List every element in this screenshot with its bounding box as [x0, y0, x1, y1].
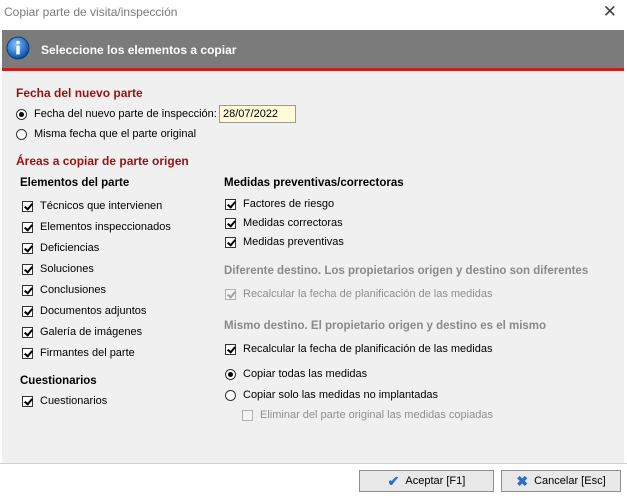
window-title: Copiar parte de visita/inspección: [4, 5, 178, 19]
check-elemento-7[interactable]: [22, 346, 135, 360]
checkbox[interactable]: [22, 222, 33, 233]
checkmark-icon: ✔: [387, 473, 400, 489]
medidas-title: Medidas preventivas/correctoras: [224, 177, 404, 189]
radio-copy-all[interactable]: [225, 367, 367, 381]
check-elemento-4[interactable]: [22, 283, 106, 297]
radio-copy-not-implemented[interactable]: [225, 388, 438, 402]
window-titlebar: [0, 0, 627, 24]
header-title: Seleccione los elementos a copiar: [41, 43, 237, 57]
cuestionarios-title: Cuestionarios: [20, 375, 97, 387]
checkbox[interactable]: [225, 218, 236, 229]
check-delete-copied: [242, 408, 493, 422]
new-date-input[interactable]: [219, 105, 296, 123]
accept-button[interactable]: [359, 470, 494, 492]
checkbox-label: Medidas preventivas: [243, 236, 344, 248]
radio-copy-all-label: Copiar todas las medidas: [243, 368, 368, 380]
checkbox[interactable]: [22, 285, 33, 296]
radio-same-date-button[interactable]: [16, 129, 27, 140]
cancel-button[interactable]: [501, 470, 621, 492]
check-mismo-recalc[interactable]: [225, 342, 492, 356]
mismo-title: Mismo destino. El propietario origen y destino es el mismo: [224, 320, 547, 332]
fecha-section-title: Fecha del nuevo parte: [16, 86, 143, 100]
checkbox-label: Eliminar del parte original las medidas copiadas: [260, 409, 493, 421]
checkbox[interactable]: [22, 243, 33, 254]
checkbox: [225, 289, 236, 300]
check-medida-2[interactable]: [225, 235, 344, 249]
checkbox-label: Elementos inspeccionados: [40, 221, 171, 233]
checkbox[interactable]: [22, 327, 33, 338]
checkbox-label: Factores de riesgo: [243, 198, 335, 210]
radio-new-date[interactable]: [16, 107, 217, 121]
checkbox-label: Técnicos que intervienen: [40, 200, 163, 212]
checkbox[interactable]: [225, 344, 236, 355]
check-diferente-recalc: [225, 287, 492, 301]
radio-copy-not-implemented-button[interactable]: [225, 390, 236, 401]
areas-section-title: Áreas a copiar de parte origen: [16, 154, 189, 168]
checkbox[interactable]: [225, 199, 236, 210]
checkbox[interactable]: [22, 201, 33, 212]
checkbox-label: Soluciones: [40, 263, 94, 275]
radio-same-date-label: Misma fecha que el parte original: [34, 128, 197, 140]
accept-button-label: Aceptar [F1]: [405, 475, 466, 487]
check-elemento-2[interactable]: [22, 241, 99, 255]
checkbox-label: Conclusiones: [40, 284, 107, 296]
radio-new-date-label: Fecha del nuevo parte de inspección:: [34, 108, 217, 120]
check-elemento-1[interactable]: [22, 220, 171, 234]
cross-icon: ✖: [516, 473, 529, 489]
checkbox-label: Recalcular la fecha de planificación de las medidas: [243, 288, 493, 300]
check-elemento-3[interactable]: [22, 262, 94, 276]
check-medida-0[interactable]: [225, 197, 334, 211]
checkbox-label: Deficiencias: [40, 242, 100, 254]
dialog-header: [2, 30, 624, 71]
checkbox-label: Medidas correctoras: [243, 217, 343, 229]
checkbox[interactable]: [22, 396, 33, 407]
radio-new-date-button[interactable]: [16, 109, 27, 120]
checkbox: [242, 410, 253, 421]
checkbox-label: Documentos adjuntos: [40, 305, 147, 317]
elementos-title: Elementos del parte: [20, 177, 130, 189]
check-elemento-0[interactable]: [22, 199, 162, 213]
check-elemento-5[interactable]: [22, 304, 146, 318]
close-button[interactable]: ✕: [602, 2, 617, 21]
checkbox[interactable]: [225, 237, 236, 248]
diferente-title: Diferente destino. Los propietarios origen y destino son diferentes: [224, 265, 589, 277]
check-cuestionarios[interactable]: [22, 394, 107, 408]
checkbox-label: Galería de imágenes: [40, 326, 143, 338]
checkbox[interactable]: [22, 306, 33, 317]
radio-copy-all-button[interactable]: [225, 369, 236, 380]
radio-copy-not-implemented-label: Copiar solo las medidas no implantadas: [243, 389, 439, 401]
checkbox[interactable]: [22, 264, 33, 275]
checkbox-label: Cuestionarios: [40, 395, 108, 407]
cancel-button-label: Cancelar [Esc]: [534, 475, 606, 487]
checkbox[interactable]: [22, 348, 33, 359]
dialog-footer: [0, 463, 627, 498]
checkbox-label: Recalcular la fecha de planificación de las medidas: [243, 343, 493, 355]
radio-same-date[interactable]: [16, 127, 196, 141]
check-medida-1[interactable]: [225, 216, 343, 230]
check-elemento-6[interactable]: [22, 325, 142, 339]
info-icon: [6, 36, 30, 60]
checkbox-label: Firmantes del parte: [40, 347, 135, 359]
